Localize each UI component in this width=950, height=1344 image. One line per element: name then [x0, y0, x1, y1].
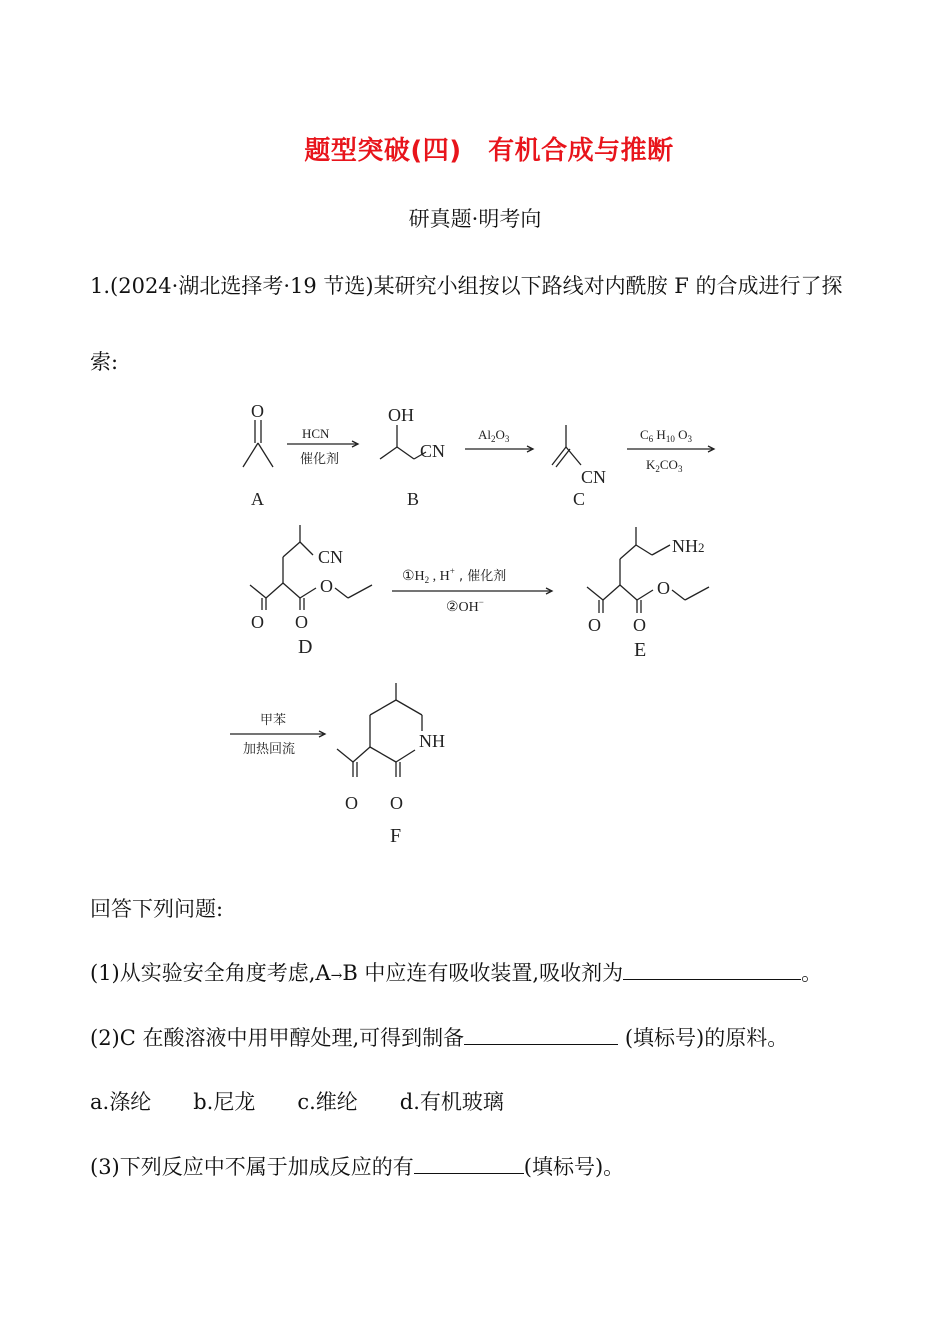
svg-text:K2CO3 — [646, 457, 683, 474]
compound-label-a: A — [251, 489, 264, 509]
arrow-4-text: ①H — [402, 569, 425, 584]
arrow-3-text: C — [640, 427, 649, 442]
subquestion-3-end: (填标号)。 — [523, 1155, 625, 1179]
atom-label: O — [251, 401, 264, 421]
option-c: c.维纶 — [297, 1090, 358, 1114]
answer-blank-1[interactable] — [623, 959, 801, 980]
arrow-2-text: O — [495, 427, 505, 442]
arrow-1-above: HCN — [302, 426, 330, 441]
compound-label-d: D — [298, 636, 313, 658]
compound-label-e: E — [634, 639, 647, 661]
reaction-arrow-icon: → — [330, 968, 343, 984]
arrow-4-sup: + — [449, 566, 455, 576]
atom-sub: 2 — [698, 540, 705, 555]
arrow-1-below: 催化剂 — [300, 451, 340, 466]
subquestion-2 — [90, 1022, 788, 1052]
compound-d — [250, 525, 372, 658]
question-intro-line1: 1.(2024·湖北选择考·19 节选)某研究小组按以下路线对内酰胺 F 的合成进行了探 — [90, 274, 843, 298]
compound-c — [552, 425, 606, 509]
subquestion-3 — [90, 1151, 624, 1181]
reaction-arrow-3 — [627, 427, 714, 474]
atom-label: NH — [419, 731, 445, 751]
section-heading: 研真题·明考向 — [408, 207, 542, 231]
atom-label: O — [390, 793, 403, 813]
arrow-3-sub: 6 — [648, 434, 654, 444]
atom-label: O — [295, 612, 308, 632]
atom-label: O — [251, 612, 264, 632]
answer-blank-3[interactable] — [414, 1153, 524, 1174]
synthesis-scheme — [200, 395, 760, 855]
option-d: d.有机玻璃 — [399, 1090, 504, 1114]
atom-label: CN — [318, 547, 344, 567]
atom-label: OH — [388, 405, 414, 425]
arrow-3-text: K — [646, 457, 656, 472]
subquestion-2-end: (填标号)的原料。 — [618, 1026, 789, 1050]
arrow-3-sub: 3 — [677, 464, 683, 474]
arrow-3-sub: 2 — [655, 464, 660, 474]
compound-a — [243, 401, 273, 509]
arrow-4-sub: 2 — [424, 575, 430, 585]
subquestion-1-text: (1)从实验安全角度考虑,A — [90, 961, 331, 985]
arrow-4-sup: − — [478, 597, 484, 607]
subquestion-1 — [90, 957, 822, 987]
subquestion-1-end: 。 — [801, 961, 823, 985]
arrow-5-below: 加热回流 — [243, 741, 296, 756]
arrow-4-text: , H — [429, 569, 450, 584]
arrow-2-sub: 3 — [504, 434, 510, 444]
compound-label-f: F — [390, 825, 402, 847]
compound-f — [337, 683, 445, 847]
svg-text:②OH− — [446, 597, 484, 615]
atom-label: O — [633, 615, 646, 635]
answer-prompt: 回答下列问题: — [90, 897, 224, 921]
option-b: b.尼龙 — [193, 1090, 256, 1114]
compound-b — [380, 405, 445, 509]
arrow-3-sub: 3 — [687, 434, 692, 444]
atom-label: O — [588, 615, 601, 635]
atom-label: O — [320, 576, 333, 596]
arrow-4-text: , 催化剂 — [454, 569, 507, 584]
atom-label: CN — [581, 467, 607, 487]
reaction-arrow-1 — [287, 426, 358, 466]
svg-text:Al2O3 — [478, 427, 510, 444]
arrow-3-text: O — [674, 427, 688, 442]
reaction-arrow-2 — [465, 427, 533, 452]
atom-label: CN — [420, 441, 446, 461]
svg-text:NH2 — [672, 536, 705, 556]
compound-label-b: B — [407, 489, 420, 509]
reaction-arrow-4 — [392, 566, 552, 615]
atom-label: O — [657, 578, 670, 598]
arrow-3-text: CO — [659, 457, 678, 472]
svg-text:C6 H10 O3 — [640, 427, 692, 444]
compound-label-c: C — [573, 489, 586, 509]
page-title: 题型突破(四) 有机合成与推断 — [304, 136, 674, 166]
atom-label: NH — [672, 536, 698, 556]
arrow-3-sub: 10 — [665, 434, 675, 444]
options-row — [90, 1086, 546, 1116]
answer-blank-2[interactable] — [464, 1024, 618, 1045]
compound-e — [587, 527, 709, 661]
reaction-arrow-5 — [230, 712, 325, 756]
subquestion-1-text2: B 中应连有吸收装置,吸收剂为 — [342, 961, 624, 985]
arrow-2-sub: 2 — [491, 434, 496, 444]
arrow-3-text: H — [653, 427, 666, 442]
subquestion-3-text: (3)下列反应中不属于加成反应的有 — [90, 1155, 414, 1179]
svg-text:①H2 , H+ , 催化剂 — [402, 566, 506, 585]
arrow-2-text: Al — [478, 427, 491, 442]
option-a: a.涤纶 — [90, 1090, 152, 1114]
atom-label: O — [345, 793, 358, 813]
subquestion-2-text: (2)C 在酸溶液中用甲醇处理,可得到制备 — [90, 1026, 465, 1050]
arrow-4-text: ②OH — [446, 600, 479, 615]
arrow-5-above: 甲苯 — [260, 712, 287, 727]
question-intro-line2: 索: — [90, 350, 119, 374]
